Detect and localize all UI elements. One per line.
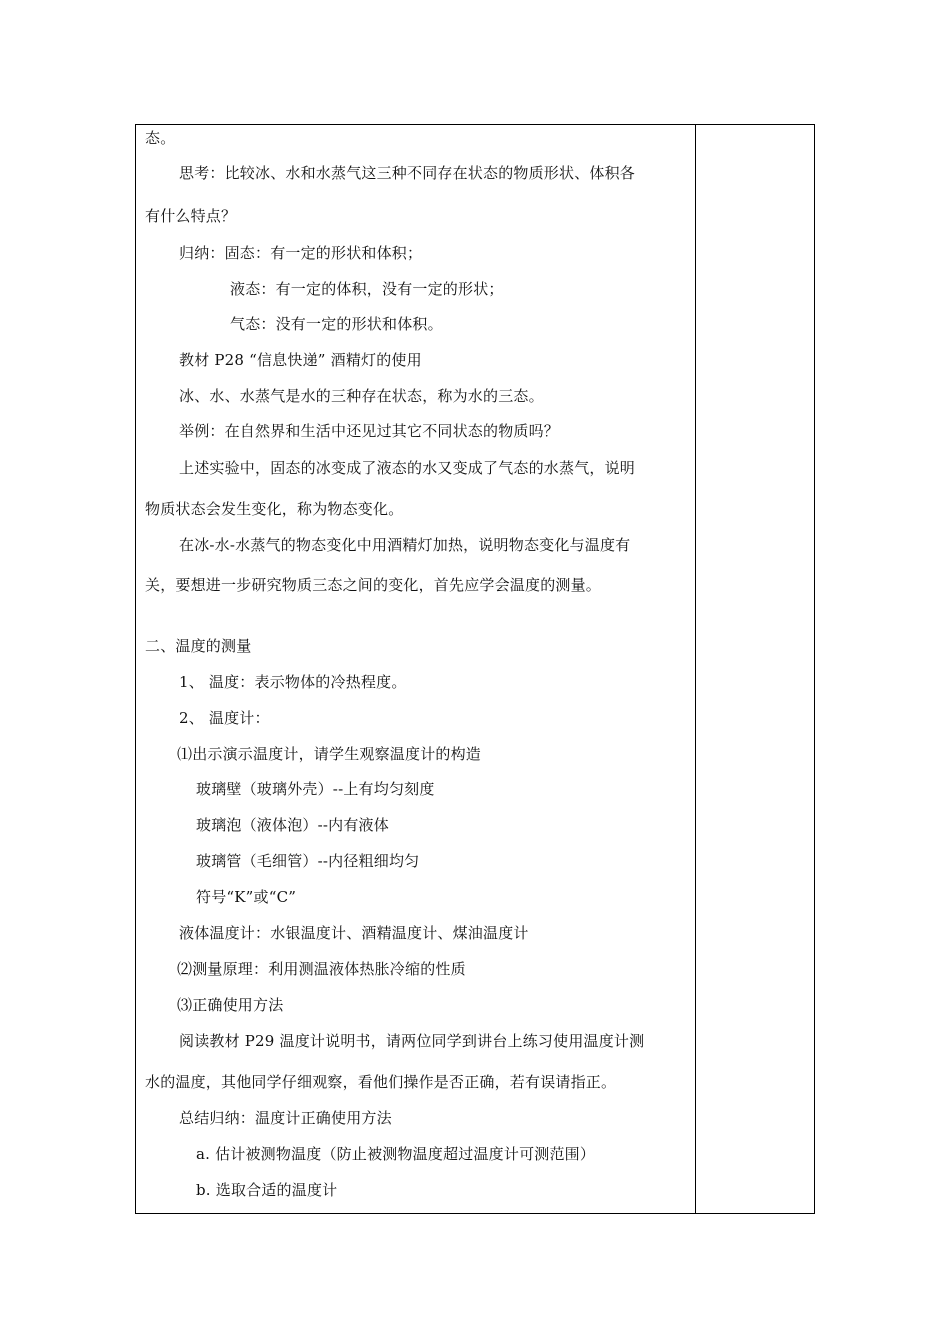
text-line: 1、 温度：表示物体的冷热程度。 <box>179 673 407 691</box>
text-line: 符号“K”或“C” <box>196 888 297 906</box>
text-line: 冰、水、水蒸气是水的三种存在状态，称为水的三态。 <box>179 387 544 405</box>
text-line: 液态：有一定的体积，没有一定的形状； <box>230 280 504 298</box>
text-line: ⑵测量原理：利用测温液体热胀冷缩的性质 <box>177 960 466 978</box>
text-line: 归纳：固态：有一定的形状和体积； <box>179 244 423 262</box>
text-line: 2、 温度计： <box>179 709 270 727</box>
text-line: 举例：在自然界和生活中还见过其它不同状态的物质吗？ <box>179 422 560 440</box>
text-line: 水的温度，其他同学仔细观察，看他们操作是否正确，若有误请指正。 <box>145 1073 617 1091</box>
text-line: 物质状态会发生变化，称为物态变化。 <box>145 500 404 518</box>
text-line: 思考：比较冰、水和水蒸气这三种不同存在状态的物质形状、体积各 <box>179 164 636 182</box>
text-line: a. 估计被测物温度（防止被测物温度超过温度计可测范围） <box>196 1145 596 1163</box>
text-line: 教材 P28 “信息快递” 酒精灯的使用 <box>179 351 422 369</box>
text-line: 玻璃壁（玻璃外壳）--上有均匀刻度 <box>196 780 435 798</box>
section-heading: 二、温度的测量 <box>145 637 252 655</box>
text-line: 关，要想进一步研究物质三态之间的变化，首先应学会温度的测量。 <box>145 576 602 594</box>
text-line: 玻璃泡（液体泡）--内有液体 <box>196 816 389 834</box>
text-line: ⑴出示演示温度计，请学生观察温度计的构造 <box>177 745 482 763</box>
lesson-table <box>135 124 815 1214</box>
text-line: b. 选取合适的温度计 <box>196 1181 338 1199</box>
text-line: 在冰-水-水蒸气的物态变化中用酒精灯加热，说明物态变化与温度有 <box>179 536 631 554</box>
text-line: 玻璃管（毛细管）--内径粗细均匀 <box>196 852 420 870</box>
text-line: ⑶正确使用方法 <box>177 996 284 1014</box>
text-line: 态。 <box>145 129 176 147</box>
text-line: 有什么特点？ <box>145 207 237 225</box>
notes-column-cell <box>696 125 815 1213</box>
text-line: 气态：没有一定的形状和体积。 <box>230 315 443 333</box>
text-line: 上述实验中，固态的冰变成了液态的水又变成了气态的水蒸气，说明 <box>179 459 636 477</box>
text-line: 阅读教材 P29 温度计说明书，请两位同学到讲台上练习使用温度计测 <box>179 1032 645 1050</box>
text-line: 液体温度计：水银温度计、酒精温度计、煤油温度计 <box>179 924 529 942</box>
text-line: 总结归纳：温度计正确使用方法 <box>179 1109 392 1127</box>
